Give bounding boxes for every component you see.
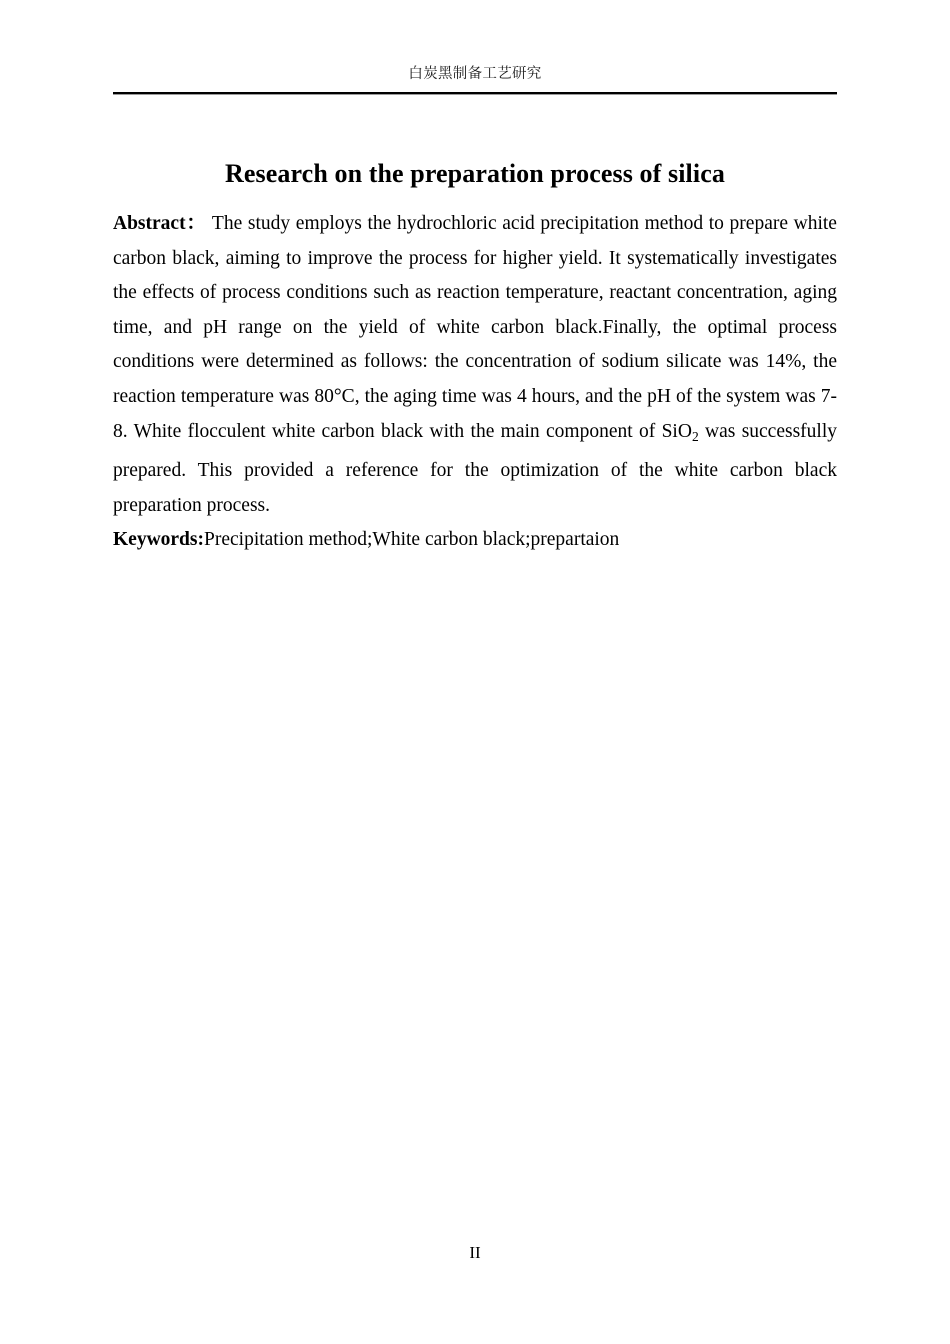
page-title: Research on the preparation process of silica <box>225 159 725 189</box>
page-number: II <box>469 1243 481 1262</box>
keywords-label: Keywords: <box>113 529 204 551</box>
abstract-label-colon: ： <box>185 213 207 234</box>
abstract-body-second-part: was successfully prepared. This provided a reference for the optimization of the white carbon black preparation process. <box>113 420 838 516</box>
abstract-section <box>113 207 837 558</box>
running-header <box>113 64 837 95</box>
running-header-text: 白炭黑制备工艺研究 <box>408 66 542 82</box>
abstract-body-first-part: The study employs the hydrochloric acid precipitation method to prepare white carbon black, aiming to improve the process for higher yield. It systematically investigates the effects of process conditions such as reaction temperature, reactant concentration, aging time, and pH range on the yield of white carbon black.Finally, the optimal process conditions were determined as follows: the concentration of sodium silicate was 14%, the reaction temperature was 80°C, the aging time was 4 hours, and the pH of the system was 7-8. White flocculent white carbon black with the main component of SiO <box>113 213 837 442</box>
keywords-value: Precipitation method;White carbon black;prepartaion <box>204 529 620 551</box>
header-divider-rule <box>113 92 837 95</box>
sio2-subscript: 2 <box>691 428 699 444</box>
abstract-label: Abstract <box>113 213 186 234</box>
abstract-paragraph <box>113 207 837 523</box>
keywords-line <box>113 523 837 558</box>
